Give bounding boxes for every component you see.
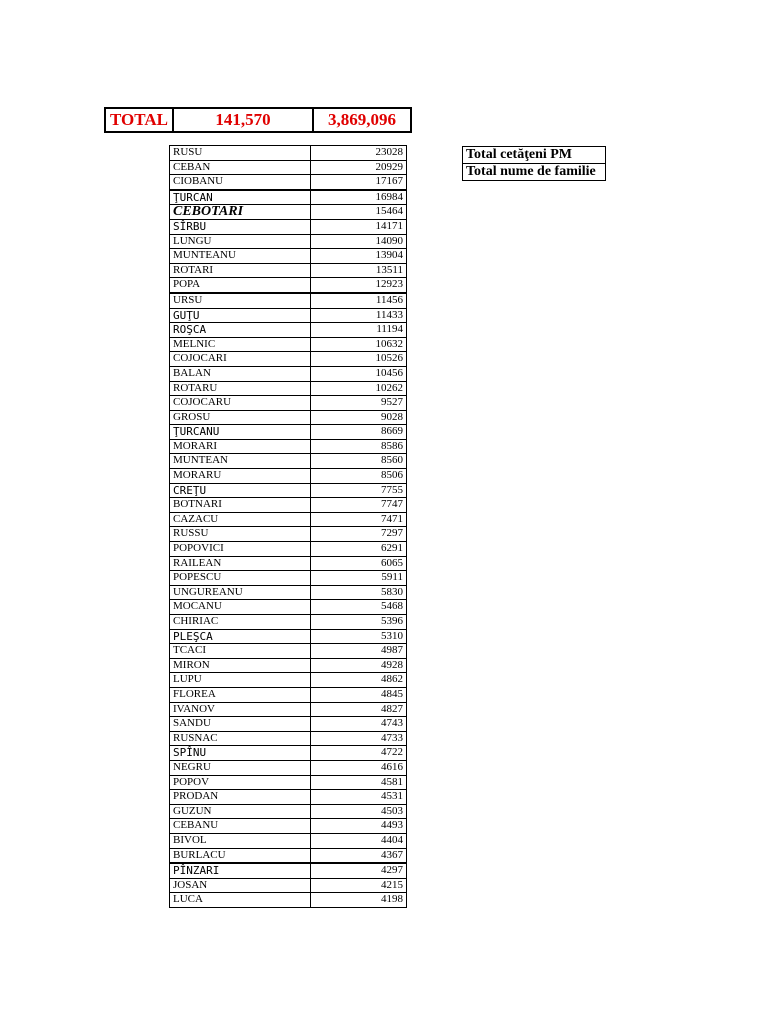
surname-cell: NEGRU (170, 760, 311, 775)
count-cell: 4503 (311, 804, 407, 819)
table-row (170, 848, 407, 863)
surname-cell: LUPU (170, 673, 311, 688)
surname-cell: POPESCU (170, 571, 311, 586)
table-row (170, 190, 407, 205)
surname-cell: LUNGU (170, 234, 311, 249)
table-row (170, 746, 407, 761)
surname-cell: ROŞCA (170, 323, 311, 338)
surname-cell: SANDU (170, 717, 311, 732)
count-cell: 4827 (311, 702, 407, 717)
count-cell: 7747 (311, 498, 407, 513)
table-row (170, 352, 407, 367)
table-row (170, 585, 407, 600)
table-row (170, 615, 407, 630)
surname-cell: MOCANU (170, 600, 311, 615)
count-cell: 13511 (311, 263, 407, 278)
table-row (170, 396, 407, 411)
table-row (170, 234, 407, 249)
count-cell: 7471 (311, 512, 407, 527)
table-row (170, 731, 407, 746)
table-row (170, 717, 407, 732)
table-row (170, 483, 407, 498)
count-cell: 7297 (311, 527, 407, 542)
count-cell: 14090 (311, 234, 407, 249)
count-cell: 6291 (311, 542, 407, 557)
table-row (170, 454, 407, 469)
table-row (170, 571, 407, 586)
count-cell: 14171 (311, 219, 407, 234)
table-row (170, 381, 407, 396)
table-row (170, 863, 407, 878)
surname-cell: CAZACU (170, 512, 311, 527)
table-row (170, 308, 407, 323)
surname-cell: CEBAN (170, 160, 311, 175)
table-row (170, 702, 407, 717)
count-cell: 11194 (311, 323, 407, 338)
surname-cell: POPOV (170, 775, 311, 790)
count-cell: 9527 (311, 396, 407, 411)
count-cell: 4928 (311, 658, 407, 673)
surname-cell: POPA (170, 278, 311, 293)
count-cell: 4862 (311, 673, 407, 688)
count-cell: 10456 (311, 366, 407, 381)
surname-table (169, 145, 407, 908)
surname-cell: MIRON (170, 658, 311, 673)
count-cell: 4987 (311, 644, 407, 659)
table-row (170, 160, 407, 175)
count-cell: 4404 (311, 833, 407, 848)
surname-cell: ŢURCAN (170, 190, 311, 205)
total-value-1: 141,570 (173, 108, 313, 132)
table-row (170, 527, 407, 542)
surname-cell: JOSAN (170, 878, 311, 893)
table-row (170, 175, 407, 190)
table-row (170, 673, 407, 688)
count-cell: 5911 (311, 571, 407, 586)
count-cell: 15464 (311, 205, 407, 220)
surname-cell: RUSSU (170, 527, 311, 542)
count-cell: 4581 (311, 775, 407, 790)
surname-cell: BOTNARI (170, 498, 311, 513)
surname-cell: MELNIC (170, 337, 311, 352)
table-row (170, 293, 407, 308)
table-row (170, 804, 407, 819)
count-cell: 5830 (311, 585, 407, 600)
table-row (170, 219, 407, 234)
table-row (170, 146, 407, 161)
total-row-table (104, 107, 412, 133)
surname-cell: IVANOV (170, 702, 311, 717)
count-cell: 16984 (311, 190, 407, 205)
surname-cell: LUCA (170, 893, 311, 908)
count-cell: 4531 (311, 790, 407, 805)
surname-cell: RAILEAN (170, 556, 311, 571)
count-cell: 8669 (311, 425, 407, 440)
table-row (170, 760, 407, 775)
table-row (170, 263, 407, 278)
table-row (170, 878, 407, 893)
surname-cell: CEBOTARI (170, 205, 311, 220)
surname-cell: CEBANU (170, 819, 311, 834)
total-row (105, 108, 411, 132)
surname-cell: PÎNZARI (170, 863, 311, 878)
count-cell: 10632 (311, 337, 407, 352)
surname-cell: COJOCARI (170, 352, 311, 367)
count-cell: 8586 (311, 439, 407, 454)
count-cell: 4215 (311, 878, 407, 893)
count-cell: 9028 (311, 410, 407, 425)
table-row (170, 249, 407, 264)
count-cell: 4493 (311, 819, 407, 834)
summary-total-citizens: Total cetăţeni PM (463, 147, 606, 164)
table-row (170, 512, 407, 527)
count-cell: 4367 (311, 848, 407, 863)
table-row (170, 629, 407, 644)
count-cell: 5468 (311, 600, 407, 615)
surname-cell: CIOBANU (170, 175, 311, 190)
surname-cell: GUZUN (170, 804, 311, 819)
count-cell: 4297 (311, 863, 407, 878)
table-row (170, 819, 407, 834)
table-row (170, 790, 407, 805)
surname-cell: BALAN (170, 366, 311, 381)
surname-cell: ROTARU (170, 381, 311, 396)
summary-box (462, 146, 606, 181)
count-cell: 13904 (311, 249, 407, 264)
table-row (170, 687, 407, 702)
count-cell: 17167 (311, 175, 407, 190)
table-row (170, 337, 407, 352)
table-row (170, 542, 407, 557)
count-cell: 4722 (311, 746, 407, 761)
table-row (170, 205, 407, 220)
summary-total-surnames: Total nume de familie (463, 164, 606, 181)
table-row (170, 323, 407, 338)
table-row (170, 498, 407, 513)
table-row (170, 425, 407, 440)
table-row (170, 439, 407, 454)
surname-cell: MORARU (170, 469, 311, 484)
surname-cell: MUNTEANU (170, 249, 311, 264)
surname-cell: BIVOL (170, 833, 311, 848)
table-row (170, 556, 407, 571)
count-cell: 4743 (311, 717, 407, 732)
surname-table-body (170, 146, 407, 908)
surname-cell: RUSU (170, 146, 311, 161)
count-cell: 11456 (311, 293, 407, 308)
table-row (170, 366, 407, 381)
count-cell: 6065 (311, 556, 407, 571)
surname-cell: URSU (170, 293, 311, 308)
surname-cell: MUNTEAN (170, 454, 311, 469)
count-cell: 4845 (311, 687, 407, 702)
table-row (170, 278, 407, 293)
surname-cell: POPOVICI (170, 542, 311, 557)
surname-cell: CREŢU (170, 483, 311, 498)
table-row (170, 600, 407, 615)
surname-cell: UNGUREANU (170, 585, 311, 600)
count-cell: 4616 (311, 760, 407, 775)
total-label: TOTAL (105, 108, 173, 132)
count-cell: 23028 (311, 146, 407, 161)
total-value-2: 3,869,096 (313, 108, 411, 132)
count-cell: 20929 (311, 160, 407, 175)
surname-cell: RUSNAC (170, 731, 311, 746)
surname-cell: SPÎNU (170, 746, 311, 761)
count-cell: 11433 (311, 308, 407, 323)
table-row (170, 469, 407, 484)
count-cell: 5396 (311, 615, 407, 630)
table-row (170, 658, 407, 673)
count-cell: 5310 (311, 629, 407, 644)
count-cell: 10262 (311, 381, 407, 396)
table-row (170, 410, 407, 425)
surname-cell: GUŢU (170, 308, 311, 323)
surname-cell: MORARI (170, 439, 311, 454)
surname-cell: PRODAN (170, 790, 311, 805)
count-cell: 8506 (311, 469, 407, 484)
table-row (170, 644, 407, 659)
surname-cell: ŢURCANU (170, 425, 311, 440)
count-cell: 8560 (311, 454, 407, 469)
surname-cell: TCACI (170, 644, 311, 659)
surname-cell: GROSU (170, 410, 311, 425)
count-cell: 12923 (311, 278, 407, 293)
surname-cell: PLEŞCA (170, 629, 311, 644)
table-row (170, 833, 407, 848)
table-row (170, 775, 407, 790)
count-cell: 4733 (311, 731, 407, 746)
surname-cell: ROTARI (170, 263, 311, 278)
count-cell: 7755 (311, 483, 407, 498)
surname-cell: BURLACU (170, 848, 311, 863)
surname-cell: CHIRIAC (170, 615, 311, 630)
table-row (170, 893, 407, 908)
count-cell: 10526 (311, 352, 407, 367)
surname-cell: FLOREA (170, 687, 311, 702)
count-cell: 4198 (311, 893, 407, 908)
surname-cell: SÎRBU (170, 219, 311, 234)
surname-cell: COJOCARU (170, 396, 311, 411)
